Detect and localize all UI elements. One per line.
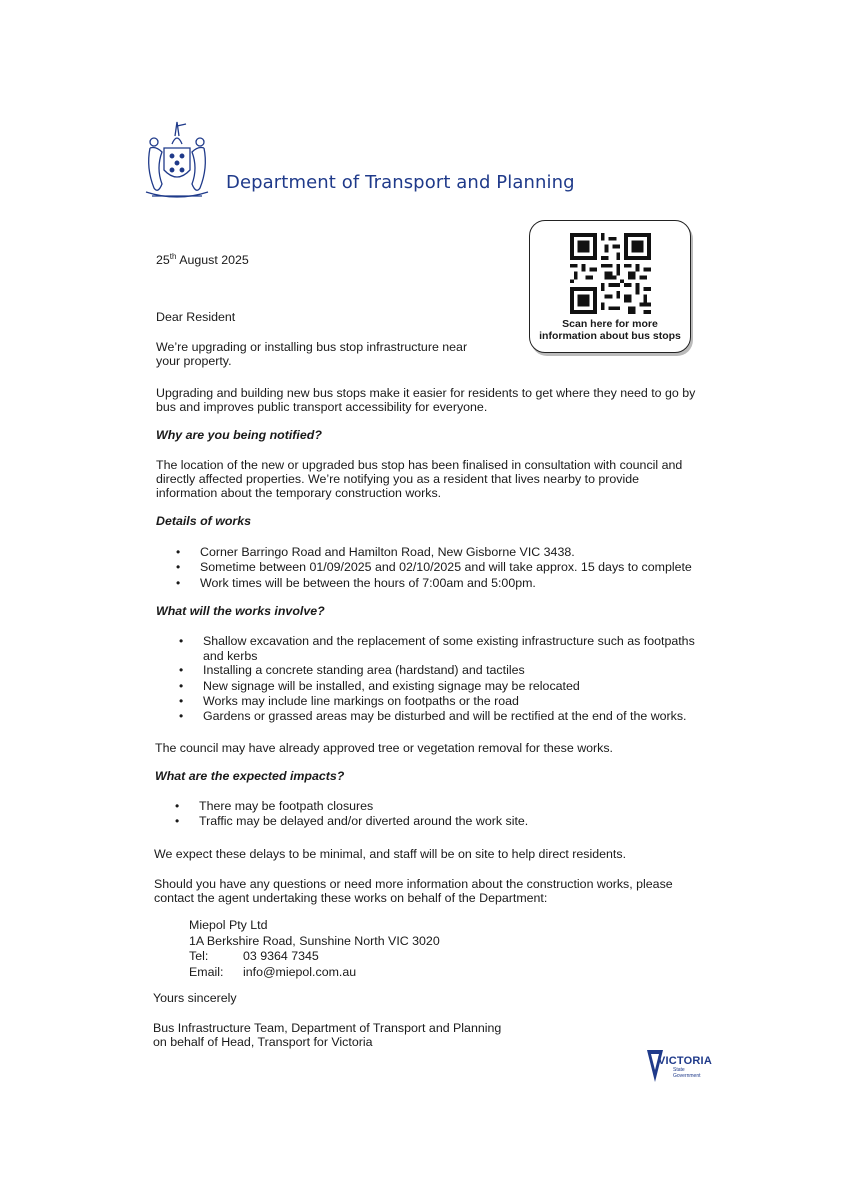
- why-paragraph: [156, 458, 682, 501]
- department-title: Department of Transport and Planning: [226, 172, 575, 193]
- bullet-icon: •: [176, 560, 181, 575]
- qr-code-panel: [529, 220, 691, 353]
- qr-caption-line1: Scan here for more: [562, 318, 658, 330]
- signoff: [153, 1021, 501, 1049]
- logo-state: State: [673, 1067, 685, 1073]
- letter-date: [156, 250, 249, 267]
- contact-email-row: [189, 965, 440, 981]
- bullet-icon: •: [176, 575, 181, 590]
- bullet-icon: •: [179, 694, 184, 708]
- paragraph-line: information about the temporary construction works.: [156, 486, 442, 501]
- bullet-icon: •: [175, 814, 180, 829]
- signoff-line: Bus Infrastructure Team, Department of Transport and Planning: [153, 1021, 502, 1035]
- bullet-icon: •: [179, 663, 184, 678]
- impacts-list: [175, 799, 529, 830]
- list-item: [179, 678, 695, 694]
- email-value[interactable]: info@miepol.com.au: [243, 964, 357, 979]
- heading-expected-impacts: What are the expected impacts?: [155, 769, 345, 783]
- contact-block: [189, 918, 440, 980]
- list-item: [179, 634, 695, 663]
- list-item: [179, 694, 695, 709]
- victoria-wordmark: VICTORIA: [658, 1055, 712, 1067]
- list-item: [176, 560, 692, 575]
- date-suffix: th: [169, 252, 177, 261]
- qr-code-icon[interactable]: [570, 233, 651, 314]
- state-government-text: [673, 1068, 701, 1079]
- paragraph-line: contact the agent undertaking these works on behalf of the Department:: [154, 891, 548, 906]
- tel-label: Tel:: [189, 949, 209, 964]
- date-rest: August 2025: [176, 253, 249, 268]
- bullet-icon: •: [179, 709, 184, 724]
- signoff-line: on behalf of Head, Transport for Victoria: [153, 1035, 373, 1050]
- tel-value[interactable]: 03 9364 7345: [243, 949, 319, 964]
- intro-paragraph: [156, 340, 467, 368]
- list-item: [175, 799, 528, 814]
- list-item-text: Sometime between 01/09/2025 and 02/10/2025 and will take approx. 15 days to complete: [200, 560, 692, 575]
- intro-line: We’re upgrading or installing bus stop infrastructure near: [156, 340, 468, 354]
- bullet-icon: •: [176, 545, 181, 559]
- salutation: Dear Resident: [156, 310, 236, 324]
- list-item: [179, 663, 695, 678]
- logo-government: Government: [673, 1072, 701, 1079]
- list-item-text: New signage will be installed, and existing signage may be relocated: [203, 678, 580, 693]
- paragraph-line: Upgrading and building new bus stops make it easier for residents to get where they need to go by: [156, 386, 696, 400]
- involve-list: [179, 634, 695, 725]
- contact-address: 1A Berkshire Road, Sunshine North VIC 3020: [189, 933, 440, 948]
- qr-caption: [530, 318, 690, 342]
- contact-tel-row: [189, 949, 440, 965]
- list-item: [175, 814, 529, 829]
- bullet-icon: •: [179, 678, 184, 693]
- list-item: [176, 545, 692, 560]
- list-item-text: Shallow excavation and the replacement of some existing infrastructure such as footpaths: [203, 634, 695, 648]
- closing: Yours sincerely: [153, 991, 237, 1005]
- list-item-text: and kerbs: [203, 648, 258, 663]
- qr-caption-line2: information about bus stops: [539, 330, 681, 342]
- heading-works-involve: What will the works involve?: [156, 604, 325, 618]
- victoria-government-logo: [645, 1048, 715, 1084]
- list-item-text: Gardens or grassed areas may be disturbed and will be rectified at the end of the works.: [203, 709, 687, 724]
- list-item-text: Works may include line markings on footpaths or the road: [203, 694, 519, 708]
- paragraph-line: bus and improves public transport accessibility for everyone.: [156, 400, 488, 415]
- council-note: The council may have already approved tree or vegetation removal for these works.: [155, 741, 613, 755]
- list-item: [179, 709, 695, 724]
- date-day: 25: [156, 253, 170, 268]
- list-item-text: Work times will be between the hours of 7:00am and 5:00pm.: [200, 575, 536, 590]
- benefits-paragraph: [156, 386, 695, 414]
- delays-note: We expect these delays to be minimal, and staff will be on site to help direct residents.: [154, 847, 627, 861]
- coat-of-arms-logo: [142, 118, 212, 200]
- paragraph-line: directly affected properties. We’re notifying you as a resident that lives nearby to provide: [156, 472, 640, 487]
- list-item-text: Traffic may be delayed and/or diverted around the work site.: [199, 814, 529, 829]
- list-item-text: Installing a concrete standing area (hardstand) and tactiles: [203, 663, 525, 678]
- bullet-icon: •: [175, 799, 180, 813]
- heading-why-notified: Why are you being notified?: [156, 428, 322, 442]
- heading-details-of-works: Details of works: [156, 514, 252, 528]
- list-item-text: There may be footpath closures: [199, 799, 374, 813]
- bullet-icon: •: [179, 634, 184, 648]
- questions-paragraph: [154, 877, 673, 905]
- email-label: Email:: [189, 964, 224, 979]
- list-item-text: Corner Barringo Road and Hamilton Road, New Gisborne VIC 3438.: [200, 545, 575, 559]
- details-list: [176, 545, 692, 591]
- paragraph-line: The location of the new or upgraded bus stop has been finalised in consultation with council and: [156, 458, 683, 472]
- list-item: [176, 575, 692, 591]
- paragraph-line: Should you have any questions or need more information about the construction works, please: [154, 877, 673, 891]
- contact-company: Miepol Pty Ltd: [189, 918, 268, 932]
- intro-line: your property.: [156, 354, 232, 369]
